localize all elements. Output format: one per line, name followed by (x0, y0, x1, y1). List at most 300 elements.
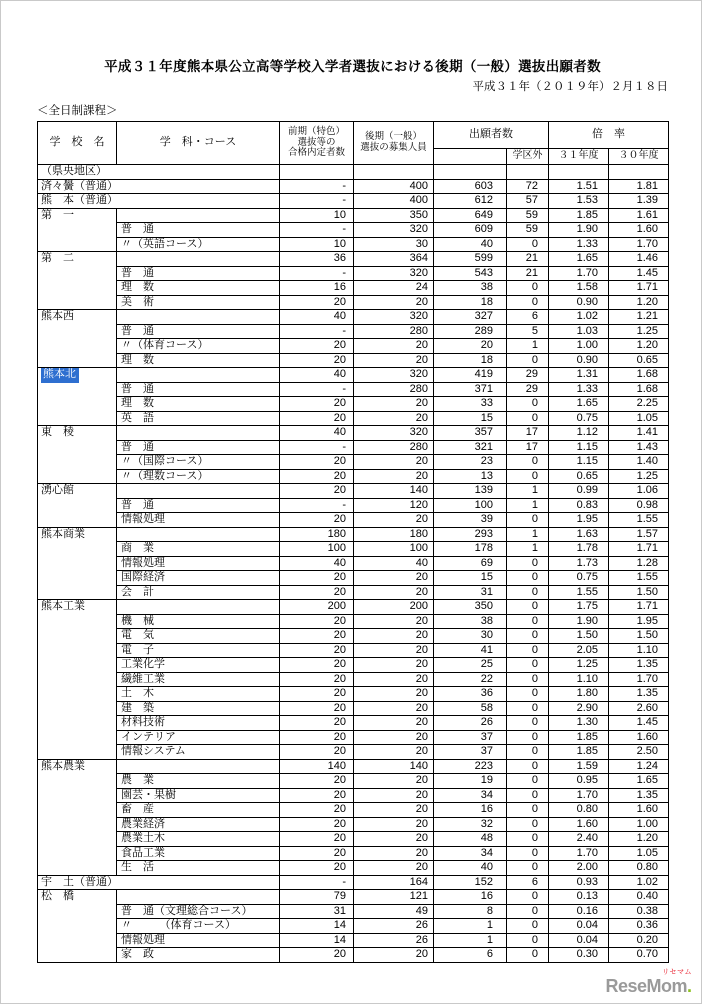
value-cell: 40 (280, 426, 354, 441)
value-cell: 8 (434, 904, 507, 919)
table-row (38, 208, 669, 223)
value-cell: 0.80 (609, 861, 669, 876)
value-cell: 0 (507, 658, 549, 673)
value-cell: 20 (354, 469, 434, 484)
value-cell: 1.95 (549, 513, 609, 528)
value-cell: 30 (354, 237, 434, 252)
value-cell: 20 (354, 687, 434, 702)
value-cell: 20 (354, 513, 434, 528)
value-cell: 0 (507, 687, 549, 702)
value-cell: 20 (354, 948, 434, 963)
value-cell: 1.05 (609, 411, 669, 426)
value-cell: 2.05 (549, 643, 609, 658)
value-cell: 40 (280, 310, 354, 325)
value-cell: 20 (354, 803, 434, 818)
value-cell: 6 (507, 875, 549, 890)
value-cell: 0.30 (549, 948, 609, 963)
value-cell: 1.50 (609, 585, 669, 600)
value-cell: 0 (507, 701, 549, 716)
value-cell: 0.20 (609, 933, 669, 948)
value-cell: 20 (354, 643, 434, 658)
value-cell: 1.85 (549, 745, 609, 760)
value-cell: 2.40 (549, 832, 609, 847)
table-row (38, 774, 669, 789)
header-year-30: ３０年度 (609, 149, 669, 165)
table-row (38, 353, 669, 368)
header-early-line2: 選抜等の (297, 136, 336, 148)
value-cell: 40 (280, 556, 354, 571)
value-cell: 0 (507, 904, 549, 919)
value-cell: 1.78 (549, 542, 609, 557)
course-name-cell (117, 759, 280, 774)
value-cell: 1.81 (609, 179, 669, 194)
value-cell: 1.35 (609, 687, 669, 702)
value-cell: - (280, 498, 354, 513)
table-row (38, 179, 669, 194)
value-cell: 1 (507, 542, 549, 557)
course-name-cell: 商 業 (117, 542, 280, 557)
table-row (38, 890, 669, 905)
value-cell: 20 (280, 469, 354, 484)
value-cell: 0 (507, 556, 549, 571)
value-cell: 20 (280, 730, 354, 745)
value-cell: 1 (434, 919, 507, 934)
course-name-cell: 園芸・果樹 (117, 788, 280, 803)
value-cell: 16 (280, 281, 354, 296)
value-cell: 30 (434, 629, 507, 644)
course-name-cell: 〃（体育コース） (117, 339, 280, 354)
table-row (38, 324, 669, 339)
value-cell: 20 (280, 484, 354, 499)
value-cell: 13 (434, 469, 507, 484)
course-name-cell: 建 築 (117, 701, 280, 716)
table-row (38, 426, 669, 441)
value-cell: 20 (280, 803, 354, 818)
value-cell: 1.60 (609, 223, 669, 238)
value-cell: 0 (507, 629, 549, 644)
value-cell: 20 (354, 788, 434, 803)
value-cell: 1.10 (609, 643, 669, 658)
value-cell: 1.55 (549, 585, 609, 600)
value-cell: 1.20 (609, 339, 669, 354)
value-cell: 100 (434, 498, 507, 513)
value-cell: 49 (354, 904, 434, 919)
value-cell: 0.83 (549, 498, 609, 513)
course-name-cell: 材料技術 (117, 716, 280, 731)
value-cell: 1.24 (609, 759, 669, 774)
value-cell: 20 (280, 339, 354, 354)
table-row (38, 498, 669, 513)
header-ratio: 倍 率 (549, 122, 669, 149)
table-row (38, 411, 669, 426)
value-cell: 1.65 (549, 252, 609, 267)
value-cell: 0.90 (549, 295, 609, 310)
value-cell: 0 (507, 846, 549, 861)
page-title: 平成３１年度熊本県公立高等学校入学者選抜における後期（一般）選抜出願者数 (104, 59, 601, 74)
value-cell: 1.80 (549, 687, 609, 702)
value-cell: 20 (354, 614, 434, 629)
table-row (38, 513, 669, 528)
course-name-cell (117, 426, 280, 441)
value-cell: 1.68 (609, 368, 669, 383)
value-cell: 100 (280, 542, 354, 557)
value-cell: 1.63 (549, 527, 609, 542)
value-cell: 280 (354, 324, 434, 339)
value-cell: 1 (507, 527, 549, 542)
table-row (38, 600, 669, 615)
value-cell: 18 (434, 353, 507, 368)
value-cell: 36 (434, 687, 507, 702)
table-row (38, 252, 669, 267)
table-row (38, 237, 669, 252)
value-cell: 5 (507, 324, 549, 339)
value-cell: 180 (354, 527, 434, 542)
value-cell: 357 (434, 426, 507, 441)
table-row (38, 368, 669, 383)
value-cell: 6 (434, 948, 507, 963)
value-cell: 1.95 (609, 614, 669, 629)
value-cell: 0 (507, 730, 549, 745)
value-cell: 0 (507, 803, 549, 818)
value-cell: 1.50 (549, 629, 609, 644)
value-cell: 33 (434, 397, 507, 412)
value-cell: - (280, 382, 354, 397)
value-cell: 327 (434, 310, 507, 325)
value-cell: 14 (280, 919, 354, 934)
document-date: 平成３１年（２０１９年）２月１８日 (472, 81, 668, 93)
value-cell: 0 (507, 600, 549, 615)
value-cell: 1.73 (549, 556, 609, 571)
value-cell: 1.20 (609, 295, 669, 310)
value-cell: 400 (354, 194, 434, 209)
value-cell: 200 (354, 600, 434, 615)
value-cell: 0.04 (549, 919, 609, 934)
value-cell: 20 (280, 672, 354, 687)
value-cell: 0 (507, 745, 549, 760)
value-cell: 178 (434, 542, 507, 557)
table-row (38, 585, 669, 600)
header-early-line1: 前期（特色） (287, 126, 345, 138)
table-row (38, 933, 669, 948)
value-cell: 1.60 (609, 803, 669, 818)
value-cell: 20 (280, 948, 354, 963)
value-cell: 20 (354, 701, 434, 716)
value-cell: 223 (434, 759, 507, 774)
value-cell: 1.31 (549, 368, 609, 383)
value-cell: 34 (434, 788, 507, 803)
empty-cell (549, 165, 609, 180)
table-row (38, 310, 669, 325)
value-cell: 1.20 (609, 832, 669, 847)
value-cell: 0 (507, 237, 549, 252)
value-cell: - (280, 179, 354, 194)
value-cell: 20 (434, 339, 507, 354)
value-cell: 1.55 (609, 571, 669, 586)
value-cell: 1.65 (549, 397, 609, 412)
value-cell: 31 (280, 904, 354, 919)
value-cell: 1.28 (609, 556, 669, 571)
value-cell: 15 (434, 411, 507, 426)
course-name-cell (117, 252, 280, 267)
value-cell: 39 (434, 513, 507, 528)
header-course: 学 科・コース (117, 122, 280, 165)
header-applicants: 出願者数 (434, 122, 549, 149)
value-cell: 1.85 (549, 208, 609, 223)
value-cell: 20 (280, 817, 354, 832)
value-cell: 22 (434, 672, 507, 687)
table-row (38, 629, 669, 644)
course-name-cell: 会 計 (117, 585, 280, 600)
value-cell: 1.02 (549, 310, 609, 325)
value-cell: 0.75 (549, 571, 609, 586)
school-name-cell: 第 一 (38, 208, 117, 252)
table-row (38, 846, 669, 861)
table-row (38, 832, 669, 847)
value-cell: 1.15 (549, 455, 609, 470)
value-cell: 1.70 (609, 237, 669, 252)
value-cell: 1 (507, 339, 549, 354)
table-row (38, 266, 669, 281)
value-cell: 1.70 (549, 266, 609, 281)
value-cell: 58 (434, 701, 507, 716)
course-name-cell: 普 通 (117, 440, 280, 455)
value-cell: 0 (507, 614, 549, 629)
value-cell: 0.36 (609, 919, 669, 934)
value-cell: 152 (434, 875, 507, 890)
value-cell: 1.75 (549, 600, 609, 615)
course-name-cell: 〃（英語コース） (117, 237, 280, 252)
value-cell: 140 (354, 484, 434, 499)
value-cell: 26 (434, 716, 507, 731)
highlighted-school-name: 熊本北 (41, 368, 79, 383)
value-cell: 320 (354, 310, 434, 325)
course-name-cell (117, 890, 280, 905)
value-cell: 200 (280, 600, 354, 615)
value-cell: 320 (354, 368, 434, 383)
course-name-cell: 土 木 (117, 687, 280, 702)
value-cell: 364 (354, 252, 434, 267)
table-row (38, 339, 669, 354)
value-cell: 1.58 (549, 281, 609, 296)
value-cell: 1.25 (549, 658, 609, 673)
value-cell: 20 (280, 455, 354, 470)
value-cell: 20 (280, 643, 354, 658)
value-cell: 24 (354, 281, 434, 296)
course-name-cell: 美 術 (117, 295, 280, 310)
table-row (38, 281, 669, 296)
value-cell: 1.33 (549, 382, 609, 397)
value-cell: 543 (434, 266, 507, 281)
value-cell: 0.16 (549, 904, 609, 919)
value-cell: 1.02 (609, 875, 669, 890)
school-name-cell: 熊本西 (38, 310, 117, 368)
course-name-cell: 普 通 (117, 382, 280, 397)
school-name-cell: 宇 土（普通） (38, 875, 280, 890)
value-cell: 23 (434, 455, 507, 470)
value-cell: 1.68 (609, 382, 669, 397)
value-cell: 20 (354, 295, 434, 310)
course-name-cell: 普 通 (117, 324, 280, 339)
table-row (38, 614, 669, 629)
course-name-cell: 情報システム (117, 745, 280, 760)
table-row (38, 440, 669, 455)
value-cell: - (280, 194, 354, 209)
value-cell: 1.40 (609, 455, 669, 470)
table-row (38, 223, 669, 238)
value-cell: 649 (434, 208, 507, 223)
value-cell: 20 (280, 716, 354, 731)
school-name-cell: 東 稜 (38, 426, 117, 484)
value-cell: 1.25 (609, 469, 669, 484)
value-cell: 0 (507, 672, 549, 687)
course-name-cell (117, 208, 280, 223)
value-cell: 57 (507, 194, 549, 209)
table-row (38, 397, 669, 412)
value-cell: 6 (507, 310, 549, 325)
course-name-cell: 国際経済 (117, 571, 280, 586)
value-cell: 10 (280, 237, 354, 252)
table-row (38, 672, 669, 687)
value-cell: 20 (280, 397, 354, 412)
value-cell: - (280, 875, 354, 890)
value-cell: 1 (434, 933, 507, 948)
value-cell: 1.30 (549, 716, 609, 731)
value-cell: 59 (507, 208, 549, 223)
value-cell: 321 (434, 440, 507, 455)
value-cell: 20 (354, 455, 434, 470)
header-applicants-blank (434, 149, 507, 165)
value-cell: 19 (434, 774, 507, 789)
value-cell: 1.53 (549, 194, 609, 209)
value-cell: 0.65 (549, 469, 609, 484)
value-cell: 0.38 (609, 904, 669, 919)
empty-cell (609, 165, 669, 180)
value-cell: 20 (354, 846, 434, 861)
resemom-logo-dot: . (686, 976, 692, 996)
value-cell: 72 (507, 179, 549, 194)
course-name-cell: 情報処理 (117, 513, 280, 528)
value-cell: 0 (507, 861, 549, 876)
value-cell: 1.70 (549, 846, 609, 861)
value-cell: 0.93 (549, 875, 609, 890)
value-cell: 26 (354, 919, 434, 934)
course-name-cell: 理 数 (117, 397, 280, 412)
header-late-line1: 後期（一般） (364, 131, 422, 143)
school-name-cell: 済々黌（普通） (38, 179, 280, 194)
value-cell: 0 (507, 788, 549, 803)
course-name-cell: 普 通 (117, 498, 280, 513)
table-body (38, 165, 669, 963)
value-cell: 21 (507, 266, 549, 281)
course-name-cell: インテリア (117, 730, 280, 745)
value-cell: 599 (434, 252, 507, 267)
value-cell: 69 (434, 556, 507, 571)
value-cell: 1.71 (609, 600, 669, 615)
value-cell: 16 (434, 803, 507, 818)
course-name-cell: 〃 （体育コース） (117, 919, 280, 934)
value-cell: 20 (280, 687, 354, 702)
value-cell: 0 (507, 774, 549, 789)
table-header-row-1 (38, 122, 669, 149)
course-name-cell: 英 語 (117, 411, 280, 426)
school-name-cell: 湧心館 (38, 484, 117, 528)
value-cell: 26 (354, 933, 434, 948)
course-name-cell (117, 310, 280, 325)
table-row (38, 730, 669, 745)
value-cell: 0.70 (609, 948, 669, 963)
value-cell: 1.46 (609, 252, 669, 267)
value-cell: 139 (434, 484, 507, 499)
school-name-cell: 第 二 (38, 252, 117, 310)
header-year-31: ３１年度 (549, 149, 609, 165)
value-cell: 20 (354, 629, 434, 644)
course-name-cell (117, 527, 280, 542)
course-name-cell: 〃（理数コース） (117, 469, 280, 484)
value-cell: 25 (434, 658, 507, 673)
value-cell: 609 (434, 223, 507, 238)
table-row (38, 919, 669, 934)
value-cell: 34 (434, 846, 507, 861)
table-row (38, 643, 669, 658)
value-cell: 1.21 (609, 310, 669, 325)
course-name-cell: 電 気 (117, 629, 280, 644)
table-row (38, 556, 669, 571)
value-cell: 0 (507, 585, 549, 600)
value-cell: 0 (507, 890, 549, 905)
value-cell: 1.05 (609, 846, 669, 861)
resemom-logo (605, 969, 692, 996)
course-name-cell: 農 業 (117, 774, 280, 789)
course-name-cell: 普 通（文理総合コース） (117, 904, 280, 919)
value-cell: - (280, 324, 354, 339)
value-cell: 293 (434, 527, 507, 542)
value-cell: 2.50 (609, 745, 669, 760)
value-cell: 0.98 (609, 498, 669, 513)
value-cell: - (280, 266, 354, 281)
value-cell: 29 (507, 368, 549, 383)
value-cell: 20 (354, 774, 434, 789)
value-cell: 20 (280, 861, 354, 876)
value-cell: 1.03 (549, 324, 609, 339)
value-cell: 31 (434, 585, 507, 600)
value-cell: 180 (280, 527, 354, 542)
value-cell: 0.99 (549, 484, 609, 499)
value-cell: 1.00 (609, 817, 669, 832)
value-cell: 1 (507, 484, 549, 499)
value-cell: 20 (280, 774, 354, 789)
value-cell: 37 (434, 730, 507, 745)
value-cell: 612 (434, 194, 507, 209)
value-cell: 320 (354, 266, 434, 281)
value-cell: 1.70 (549, 788, 609, 803)
value-cell: 20 (354, 339, 434, 354)
value-cell: 15 (434, 571, 507, 586)
table-row (38, 295, 669, 310)
value-cell: 2.60 (609, 701, 669, 716)
value-cell: 59 (507, 223, 549, 238)
value-cell: 0 (507, 832, 549, 847)
value-cell: 20 (354, 571, 434, 586)
value-cell: 100 (354, 542, 434, 557)
course-name-cell: 機 械 (117, 614, 280, 629)
value-cell: 1.25 (609, 324, 669, 339)
value-cell: 20 (280, 788, 354, 803)
value-cell: 20 (280, 846, 354, 861)
value-cell: 1.90 (549, 223, 609, 238)
value-cell: 0 (507, 933, 549, 948)
value-cell: 1.06 (609, 484, 669, 499)
value-cell: 1.45 (609, 266, 669, 281)
